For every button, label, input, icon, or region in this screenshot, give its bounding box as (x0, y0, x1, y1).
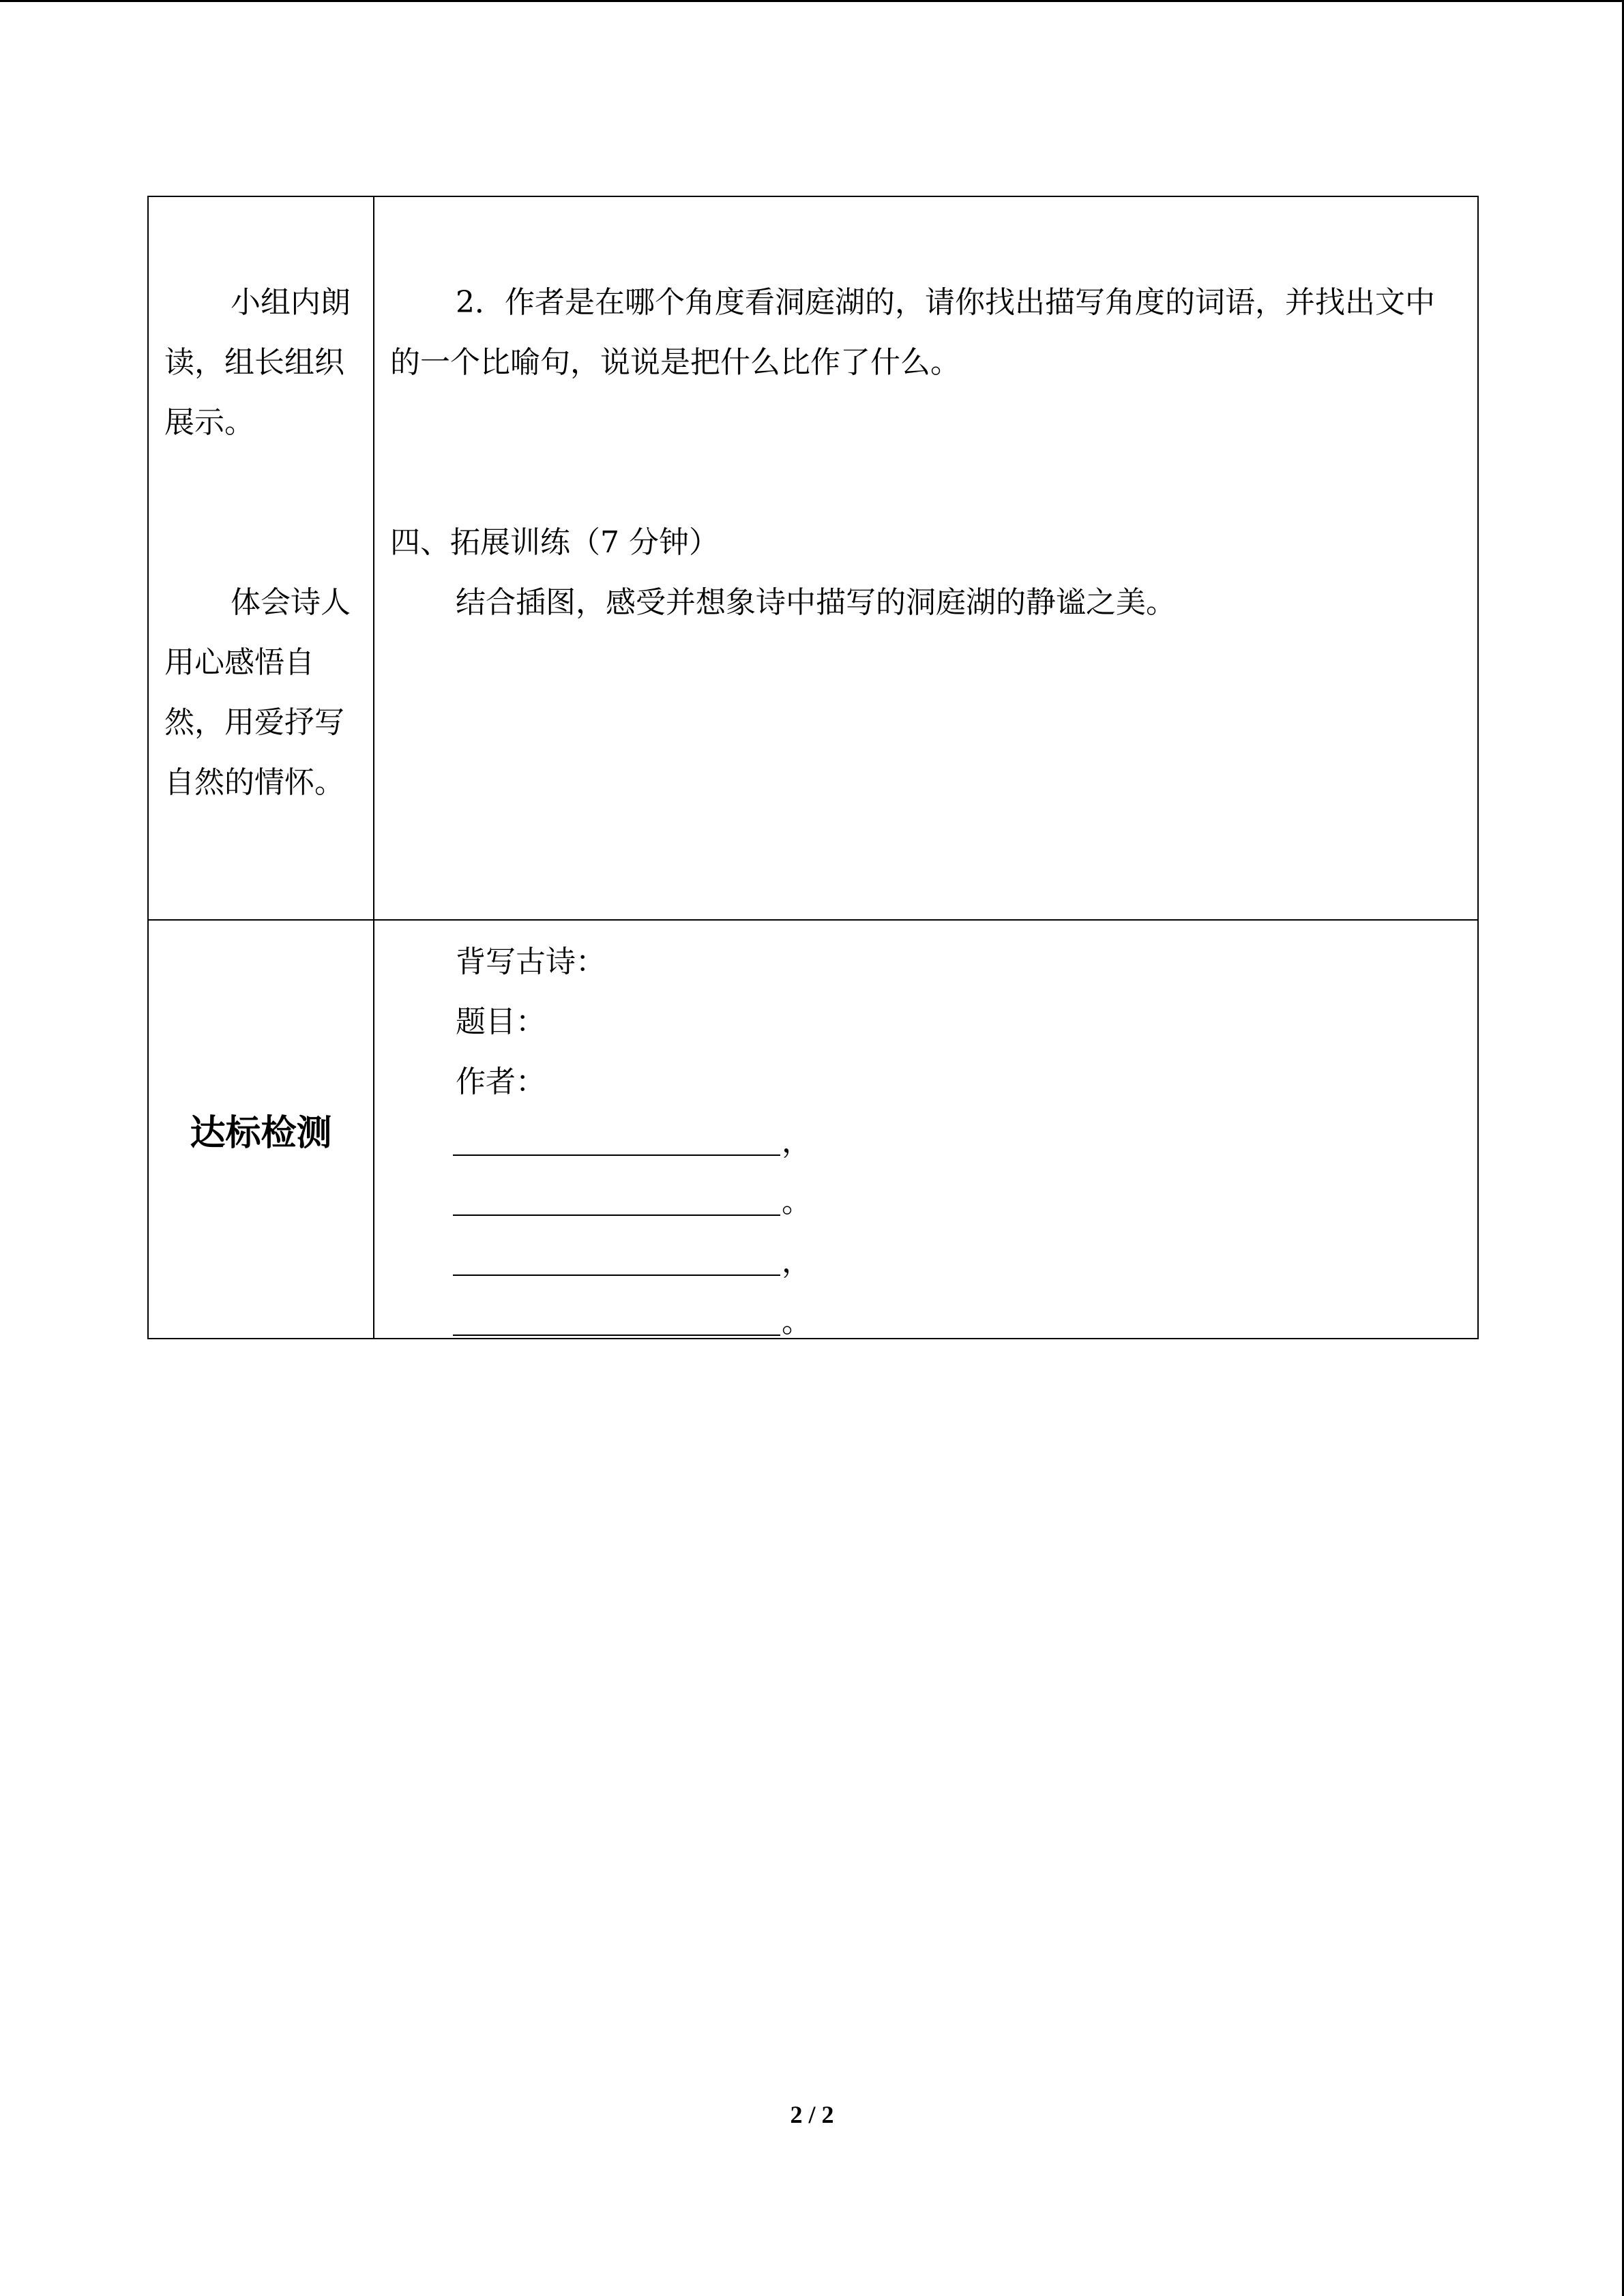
title-line: 题目： (456, 1004, 546, 1039)
worksheet-table (147, 196, 1479, 1339)
content-cell (374, 196, 1478, 920)
left-note-poet-feeling: 体会诗人用心感悟自然，用爱抒写自然的情怀。 (164, 585, 351, 800)
author-line: 作者： (456, 1064, 546, 1099)
section-4-body: 结合插图，感受并想象诗中描写的洞庭湖的静谧之美。 (456, 585, 1176, 620)
assessment-label: 达标检测 (190, 1112, 332, 1154)
blank-punct-3: ， (782, 1244, 812, 1279)
table-row-activities (148, 196, 1478, 920)
blank-punct-1: ， (782, 1124, 812, 1159)
blank-line-1[interactable] (453, 1154, 780, 1156)
section-4-heading: 四、拓展训练（7 分钟） (390, 525, 719, 560)
blank-line-4[interactable] (453, 1335, 780, 1336)
left-note-group-reading: 小组内朗读，组长组织展示。 (164, 285, 351, 440)
blank-punct-4: 。 (782, 1304, 812, 1339)
blank-line-2[interactable] (453, 1214, 780, 1216)
table-row-assessment (148, 920, 1478, 1339)
page-number: 2 / 2 (790, 2101, 834, 2128)
blank-punct-2: 。 (782, 1184, 812, 1219)
recite-poem-line: 背写古诗： (456, 944, 606, 979)
page-top-border (0, 0, 1624, 2)
notes-cell (148, 196, 374, 920)
assessment-label-cell (148, 920, 374, 1339)
blank-line-3[interactable] (453, 1274, 780, 1276)
question-2: 2．作者是在哪个角度看洞庭湖的，请你找出描写角度的词语，并找出文中的一个比喻句，说说是把什么比作了什么。 (390, 285, 1435, 380)
